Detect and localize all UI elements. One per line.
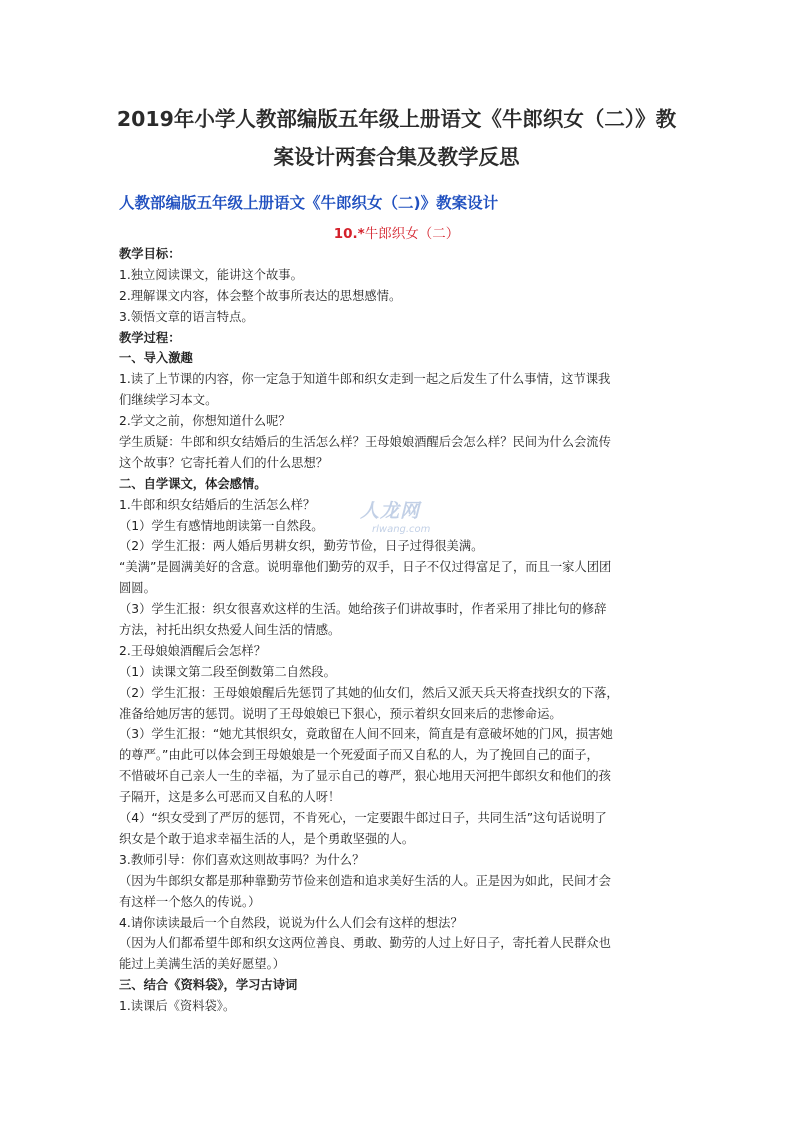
document-body bbox=[119, 244, 679, 1017]
heading-line: 教学目标： bbox=[119, 247, 181, 261]
watermark-text: 人龙网 bbox=[360, 500, 421, 522]
document-title bbox=[100, 100, 693, 176]
text-line: 1.读课后《资料袋》。 bbox=[119, 999, 236, 1014]
text-line: 子隔开，这是多么可恶而又自私的人呀！ bbox=[119, 790, 341, 805]
text-line: 3.领悟文章的语言特点。 bbox=[119, 309, 254, 324]
lesson-number: 10.* bbox=[333, 226, 365, 242]
document-title-line-1: 2019年小学人教部编版五年级上册语文《牛郎织女（二）》教 bbox=[116, 107, 677, 131]
text-line: 圆圆。 bbox=[119, 581, 156, 596]
text-line: （3）学生汇报：织女很喜欢这样的生活。她给孩子们讲故事时，作者采用了排比句的修辞 bbox=[119, 602, 607, 617]
text-line: （4）“织女受到了严厉的惩罚，不肯死心，一定要跟牛郎过日子，共同生活”这句话说明了 bbox=[119, 811, 607, 826]
text-line: 这个故事？它寄托着人们的什么思想？ bbox=[119, 455, 329, 470]
heading-line: 教学过程： bbox=[119, 330, 181, 345]
lesson-title bbox=[0, 222, 793, 242]
text-line: （因为人们都希望牛郎和织女这两位善良、勇敢、勤劳的人过上好日子，寄托着人民群众也 bbox=[119, 936, 611, 951]
text-line: （因为牛郎织女都是那种靠勤劳节俭来创造和追求美好生活的人。正是因为如此，民间才会 bbox=[119, 873, 611, 888]
watermark-logo bbox=[350, 496, 440, 542]
text-line: 1.读了上节课的内容，你一定急于知道牛郎和织女走到一起之后发生了什么事情，这节课我 bbox=[119, 372, 611, 387]
text-line: 的尊严。”由此可以体会到王母娘娘是一个死爱面子而又自私的人，为了挽回自己的面子， bbox=[119, 748, 599, 763]
text-line: 学生质疑：牛郎和织女结婚后的生活怎么样？王母娘娘酒醒后会怎么样？民间为什么会流传 bbox=[119, 435, 611, 450]
text-line: （1）读课文第二段至倒数第二自然段。 bbox=[119, 664, 336, 679]
heading-line: 二、自学课文，体会感情。 bbox=[119, 476, 267, 491]
text-line: 2.王母娘娘酒醒后会怎样？ bbox=[119, 643, 266, 658]
text-line: 1.独立阅读课文，能讲这个故事。 bbox=[119, 267, 303, 282]
text-line: 有这样一个悠久的传说。） bbox=[119, 894, 261, 909]
text-line: 1.牛郎和织女结婚后的生活怎么样？ bbox=[119, 497, 316, 512]
text-line: 能过上美满生活的美好愿望。） bbox=[119, 957, 286, 972]
watermark-url: rlwang.com bbox=[372, 524, 431, 535]
text-line: 织女是个敢于追求幸福生活的人，是个勇敢坚强的人。 bbox=[119, 831, 415, 846]
text-line: 准备给她厉害的惩罚。说明了王母娘娘已下狠心，预示着织女回来后的悲惨命运。 bbox=[119, 706, 562, 721]
text-line: （2）学生汇报：王母娘娘醒后先惩罚了其她的仙女们，然后又派天兵天将查找织女的下落， bbox=[119, 685, 619, 700]
text-line: 2.理解课文内容，体会整个故事所表达的思想感情。 bbox=[119, 288, 402, 303]
text-line: 3.教师引导：你们喜欢这则故事吗？为什么？ bbox=[119, 852, 365, 867]
text-line: 不惜破坏自己亲人一生的幸福，为了显示自己的尊严，狠心地用天河把牛郎织女和他们的孩 bbox=[119, 769, 611, 784]
text-line: 2.学文之前，你想知道什么呢？ bbox=[119, 414, 291, 429]
text-line: 4.请你读读最后一个自然段，说说为什么人们会有这样的想法？ bbox=[119, 915, 463, 930]
text-line: “美满”是圆满美好的含意。说明靠他们勤劳的双手，日子不仅过得富足了，而且一家人团团 bbox=[119, 560, 612, 575]
section-title: 人教部编版五年级上册语文《牛郎织女（二)》教案设计 bbox=[119, 194, 499, 212]
document-title-line-2: 案设计两套合集及教学反思 bbox=[273, 145, 520, 169]
heading-line: 三、结合《资料袋》，学习古诗词 bbox=[119, 978, 298, 993]
text-line: （2）学生汇报：两人婚后男耕女织，勤劳节俭，日子过得很美满。 bbox=[119, 539, 484, 554]
heading-line: 一、导入激趣 bbox=[119, 351, 193, 366]
lesson-name: 牛郎织女（二） bbox=[364, 226, 460, 242]
text-line: （1）学生有感情地朗读第一自然段。 bbox=[119, 518, 324, 533]
text-line: 方法，衬托出织女热爱人间生活的情感。 bbox=[119, 623, 341, 638]
text-line: （3）学生汇报：“她尤其恨织女，竟敢留在人间不回来，简直是有意破坏她的门风，损害她 bbox=[119, 727, 613, 742]
text-line: 们继续学习本文。 bbox=[119, 393, 218, 408]
